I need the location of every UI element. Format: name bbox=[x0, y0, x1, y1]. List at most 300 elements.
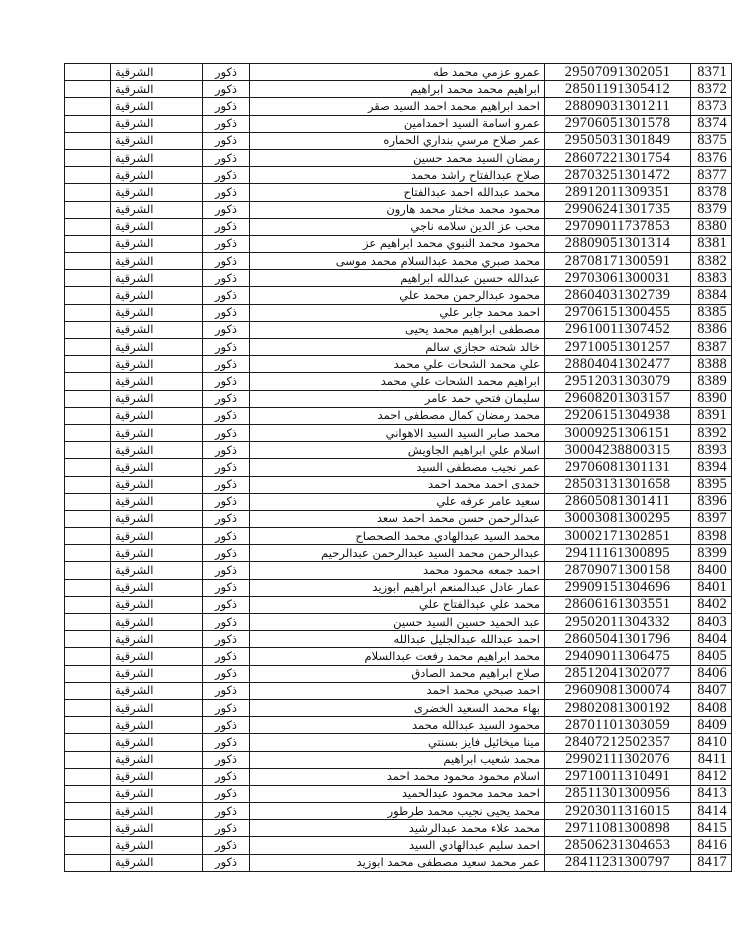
table-row bbox=[65, 631, 732, 648]
name-cell: عبد الحميد حسين السيد حسين bbox=[250, 614, 545, 631]
national-id-cell: 29706051301578 bbox=[545, 115, 691, 132]
national-id-cell: 28607221301754 bbox=[545, 149, 691, 166]
gender-cell: ذكور bbox=[203, 64, 250, 81]
table-row bbox=[65, 235, 732, 252]
national-id-cell: 28411231300797 bbox=[545, 854, 691, 871]
gender-cell: ذكور bbox=[203, 167, 250, 184]
empty-cell bbox=[65, 528, 111, 545]
governorate-cell: الشرقية bbox=[111, 356, 203, 373]
gender-cell: ذكور bbox=[203, 820, 250, 837]
empty-cell bbox=[65, 201, 111, 218]
table-row bbox=[65, 253, 732, 270]
table-row bbox=[65, 699, 732, 716]
gender-cell: ذكور bbox=[203, 442, 250, 459]
empty-cell bbox=[65, 785, 111, 802]
name-cell: محمد صبري محمد عبدالسلام محمد موسى bbox=[250, 253, 545, 270]
national-id-cell: 29706081301131 bbox=[545, 459, 691, 476]
name-cell: سعيد عامر عرفه علي bbox=[250, 493, 545, 510]
serial-number-cell: 8398 bbox=[691, 528, 732, 545]
governorate-cell: الشرقية bbox=[111, 734, 203, 751]
gender-cell: ذكور bbox=[203, 614, 250, 631]
serial-number-cell: 8384 bbox=[691, 287, 732, 304]
governorate-cell: الشرقية bbox=[111, 253, 203, 270]
national-id-cell: 29711081300898 bbox=[545, 820, 691, 837]
governorate-cell: الشرقية bbox=[111, 545, 203, 562]
serial-number-cell: 8372 bbox=[691, 81, 732, 98]
governorate-cell: الشرقية bbox=[111, 596, 203, 613]
governorate-cell: الشرقية bbox=[111, 287, 203, 304]
gender-cell: ذكور bbox=[203, 132, 250, 149]
national-id-cell: 28511301300956 bbox=[545, 785, 691, 802]
serial-number-cell: 8392 bbox=[691, 424, 732, 441]
name-cell: صلاح عبدالفتاح راشد محمد bbox=[250, 167, 545, 184]
serial-number-cell: 8383 bbox=[691, 270, 732, 287]
name-cell: عبدالرحمن محمد السيد عبدالرحمن عبدالرحيم bbox=[250, 545, 545, 562]
governorate-cell: الشرقية bbox=[111, 149, 203, 166]
governorate-cell: الشرقية bbox=[111, 768, 203, 785]
governorate-cell: الشرقية bbox=[111, 785, 203, 802]
empty-cell bbox=[65, 64, 111, 81]
name-cell: عمار عادل عبدالمنعم ابراهيم ابوزيد bbox=[250, 579, 545, 596]
serial-number-cell: 8416 bbox=[691, 837, 732, 854]
national-id-cell: 28809031301211 bbox=[545, 98, 691, 115]
gender-cell: ذكور bbox=[203, 734, 250, 751]
empty-cell bbox=[65, 339, 111, 356]
empty-cell bbox=[65, 407, 111, 424]
name-cell: عمر محمد سعيد مصطفى محمد ابوزيد bbox=[250, 854, 545, 871]
serial-number-cell: 8377 bbox=[691, 167, 732, 184]
name-cell: احمد سليم عبدالهادي السيد bbox=[250, 837, 545, 854]
empty-cell bbox=[65, 734, 111, 751]
governorate-cell: الشرقية bbox=[111, 562, 203, 579]
empty-cell bbox=[65, 321, 111, 338]
governorate-cell: الشرقية bbox=[111, 614, 203, 631]
national-id-cell: 28804041302477 bbox=[545, 356, 691, 373]
empty-cell bbox=[65, 304, 111, 321]
national-id-cell: 29608201303157 bbox=[545, 390, 691, 407]
national-id-cell: 29206151304938 bbox=[545, 407, 691, 424]
name-cell: محب عز الدين سلامه ناجي bbox=[250, 218, 545, 235]
governorate-cell: الشرقية bbox=[111, 235, 203, 252]
name-cell: محمد علاء محمد عبدالرشيد bbox=[250, 820, 545, 837]
empty-cell bbox=[65, 820, 111, 837]
national-id-cell: 29706151300455 bbox=[545, 304, 691, 321]
national-id-cell: 30004238800315 bbox=[545, 442, 691, 459]
gender-cell: ذكور bbox=[203, 115, 250, 132]
national-id-cell: 30003081300295 bbox=[545, 510, 691, 527]
table-row bbox=[65, 201, 732, 218]
gender-cell: ذكور bbox=[203, 717, 250, 734]
governorate-cell: الشرقية bbox=[111, 64, 203, 81]
serial-number-cell: 8402 bbox=[691, 596, 732, 613]
gender-cell: ذكور bbox=[203, 218, 250, 235]
national-id-cell: 29906241301735 bbox=[545, 201, 691, 218]
national-id-cell: 29902111302076 bbox=[545, 751, 691, 768]
serial-number-cell: 8401 bbox=[691, 579, 732, 596]
governorate-cell: الشرقية bbox=[111, 717, 203, 734]
governorate-cell: الشرقية bbox=[111, 201, 203, 218]
gender-cell: ذكور bbox=[203, 287, 250, 304]
gender-cell: ذكور bbox=[203, 201, 250, 218]
serial-number-cell: 8403 bbox=[691, 614, 732, 631]
name-cell: محمود السيد عبدالله محمد bbox=[250, 717, 545, 734]
name-cell: احمد صبحي محمد احمد bbox=[250, 682, 545, 699]
serial-number-cell: 8415 bbox=[691, 820, 732, 837]
gender-cell: ذكور bbox=[203, 98, 250, 115]
name-cell: صلاح ابراهيم محمد الصادق bbox=[250, 665, 545, 682]
gender-cell: ذكور bbox=[203, 785, 250, 802]
name-cell: محمد شعيب ابراهيم bbox=[250, 751, 545, 768]
national-id-cell: 28709071300158 bbox=[545, 562, 691, 579]
name-cell: عبدالله حسين عبدالله ابراهيم bbox=[250, 270, 545, 287]
national-id-cell: 28708171300591 bbox=[545, 253, 691, 270]
table-row bbox=[65, 751, 732, 768]
serial-number-cell: 8390 bbox=[691, 390, 732, 407]
national-id-cell: 29710051301257 bbox=[545, 339, 691, 356]
governorate-cell: الشرقية bbox=[111, 424, 203, 441]
serial-number-cell: 8374 bbox=[691, 115, 732, 132]
empty-cell bbox=[65, 167, 111, 184]
name-cell: محمود محمد مختار محمد هارون bbox=[250, 201, 545, 218]
national-id-cell: 29505031301849 bbox=[545, 132, 691, 149]
governorate-cell: الشرقية bbox=[111, 115, 203, 132]
empty-cell bbox=[65, 510, 111, 527]
table-row bbox=[65, 390, 732, 407]
gender-cell: ذكور bbox=[203, 407, 250, 424]
gender-cell: ذكور bbox=[203, 459, 250, 476]
national-id-cell: 28605041301796 bbox=[545, 631, 691, 648]
name-cell: محمد السيد عبدالهادي محمد الصحصاح bbox=[250, 528, 545, 545]
serial-number-cell: 8386 bbox=[691, 321, 732, 338]
national-id-cell: 30002171302851 bbox=[545, 528, 691, 545]
gender-cell: ذكور bbox=[203, 837, 250, 854]
empty-cell bbox=[65, 459, 111, 476]
gender-cell: ذكور bbox=[203, 321, 250, 338]
national-id-cell: 28912011309351 bbox=[545, 184, 691, 201]
serial-number-cell: 8407 bbox=[691, 682, 732, 699]
national-id-cell: 30009251306151 bbox=[545, 424, 691, 441]
name-cell: عمر صلاح مرسي بنداري الحماره bbox=[250, 132, 545, 149]
table-row bbox=[65, 184, 732, 201]
governorate-cell: الشرقية bbox=[111, 837, 203, 854]
empty-cell bbox=[65, 81, 111, 98]
table-row bbox=[65, 459, 732, 476]
empty-cell bbox=[65, 682, 111, 699]
empty-cell bbox=[65, 442, 111, 459]
table-row bbox=[65, 373, 732, 390]
governorate-cell: الشرقية bbox=[111, 820, 203, 837]
name-cell: عمر نجيب مصطفى السيد bbox=[250, 459, 545, 476]
table-row bbox=[65, 820, 732, 837]
empty-cell bbox=[65, 218, 111, 235]
table-row bbox=[65, 528, 732, 545]
national-id-cell: 29802081300192 bbox=[545, 699, 691, 716]
serial-number-cell: 8417 bbox=[691, 854, 732, 871]
governorate-cell: الشرقية bbox=[111, 631, 203, 648]
gender-cell: ذكور bbox=[203, 648, 250, 665]
empty-cell bbox=[65, 149, 111, 166]
empty-cell bbox=[65, 356, 111, 373]
national-id-cell: 29909151304696 bbox=[545, 579, 691, 596]
gender-cell: ذكور bbox=[203, 493, 250, 510]
gender-cell: ذكور bbox=[203, 682, 250, 699]
empty-cell bbox=[65, 115, 111, 132]
national-id-cell: 28703251301472 bbox=[545, 167, 691, 184]
national-id-cell: 28605081301411 bbox=[545, 493, 691, 510]
name-cell: حمدى احمد محمد احمد bbox=[250, 476, 545, 493]
serial-number-cell: 8413 bbox=[691, 785, 732, 802]
empty-cell bbox=[65, 717, 111, 734]
serial-number-cell: 8411 bbox=[691, 751, 732, 768]
serial-number-cell: 8394 bbox=[691, 459, 732, 476]
name-cell: عمرو عزمي محمد طه bbox=[250, 64, 545, 81]
gender-cell: ذكور bbox=[203, 545, 250, 562]
national-id-cell: 29203011316015 bbox=[545, 803, 691, 820]
serial-number-cell: 8412 bbox=[691, 768, 732, 785]
governorate-cell: الشرقية bbox=[111, 751, 203, 768]
empty-cell bbox=[65, 803, 111, 820]
national-id-cell: 28503131301658 bbox=[545, 476, 691, 493]
national-id-cell: 29610011307452 bbox=[545, 321, 691, 338]
governorate-cell: الشرقية bbox=[111, 665, 203, 682]
national-id-cell: 29502011304332 bbox=[545, 614, 691, 631]
empty-cell bbox=[65, 545, 111, 562]
governorate-cell: الشرقية bbox=[111, 510, 203, 527]
name-cell: محمود عبدالرحمن محمد علي bbox=[250, 287, 545, 304]
national-id-cell: 28501191305412 bbox=[545, 81, 691, 98]
name-cell: محمد رمضان كمال مصطفى احمد bbox=[250, 407, 545, 424]
national-id-cell: 29512031303079 bbox=[545, 373, 691, 390]
gender-cell: ذكور bbox=[203, 270, 250, 287]
serial-number-cell: 8406 bbox=[691, 665, 732, 682]
governorate-cell: الشرقية bbox=[111, 81, 203, 98]
name-cell: احمد محمد جابر علي bbox=[250, 304, 545, 321]
empty-cell bbox=[65, 98, 111, 115]
name-cell: محمد عبدالله احمد عبدالفتاح bbox=[250, 184, 545, 201]
table-row bbox=[65, 270, 732, 287]
national-id-cell: 29710011310491 bbox=[545, 768, 691, 785]
empty-cell bbox=[65, 235, 111, 252]
name-cell: علي محمد الشحات علي محمد bbox=[250, 356, 545, 373]
governorate-cell: الشرقية bbox=[111, 528, 203, 545]
governorate-cell: الشرقية bbox=[111, 648, 203, 665]
national-id-cell: 28606161303551 bbox=[545, 596, 691, 613]
gender-cell: ذكور bbox=[203, 562, 250, 579]
serial-number-cell: 8404 bbox=[691, 631, 732, 648]
national-id-cell: 28604031302739 bbox=[545, 287, 691, 304]
serial-number-cell: 8373 bbox=[691, 98, 732, 115]
empty-cell bbox=[65, 631, 111, 648]
table-row bbox=[65, 442, 732, 459]
serial-number-cell: 8371 bbox=[691, 64, 732, 81]
governorate-cell: الشرقية bbox=[111, 304, 203, 321]
serial-number-cell: 8397 bbox=[691, 510, 732, 527]
governorate-cell: الشرقية bbox=[111, 459, 203, 476]
national-id-cell: 28506231304653 bbox=[545, 837, 691, 854]
national-id-cell: 28407212502357 bbox=[545, 734, 691, 751]
gender-cell: ذكور bbox=[203, 304, 250, 321]
serial-number-cell: 8395 bbox=[691, 476, 732, 493]
name-cell: عبدالرحمن حسن محمد احمد سعد bbox=[250, 510, 545, 527]
empty-cell bbox=[65, 373, 111, 390]
national-id-cell: 29409011306475 bbox=[545, 648, 691, 665]
gender-cell: ذكور bbox=[203, 184, 250, 201]
serial-number-cell: 8379 bbox=[691, 201, 732, 218]
serial-number-cell: 8388 bbox=[691, 356, 732, 373]
name-cell: محمد ابراهيم محمد رفعت عبدالسلام bbox=[250, 648, 545, 665]
empty-cell bbox=[65, 596, 111, 613]
national-id-cell: 29411161300895 bbox=[545, 545, 691, 562]
roster-table bbox=[64, 63, 732, 872]
gender-cell: ذكور bbox=[203, 390, 250, 407]
serial-number-cell: 8405 bbox=[691, 648, 732, 665]
table-row bbox=[65, 493, 732, 510]
serial-number-cell: 8399 bbox=[691, 545, 732, 562]
governorate-cell: الشرقية bbox=[111, 270, 203, 287]
serial-number-cell: 8414 bbox=[691, 803, 732, 820]
gender-cell: ذكور bbox=[203, 81, 250, 98]
gender-cell: ذكور bbox=[203, 356, 250, 373]
name-cell: خالد شحته حجازي سالم bbox=[250, 339, 545, 356]
name-cell: اسلام محمود محمود محمد احمد bbox=[250, 768, 545, 785]
table-row bbox=[65, 717, 732, 734]
gender-cell: ذكور bbox=[203, 596, 250, 613]
empty-cell bbox=[65, 493, 111, 510]
governorate-cell: الشرقية bbox=[111, 699, 203, 716]
governorate-cell: الشرقية bbox=[111, 339, 203, 356]
gender-cell: ذكور bbox=[203, 424, 250, 441]
governorate-cell: الشرقية bbox=[111, 373, 203, 390]
governorate-cell: الشرقية bbox=[111, 184, 203, 201]
empty-cell bbox=[65, 390, 111, 407]
serial-number-cell: 8391 bbox=[691, 407, 732, 424]
governorate-cell: الشرقية bbox=[111, 803, 203, 820]
table-row bbox=[65, 218, 732, 235]
name-cell: احمد جمعه محمود محمد bbox=[250, 562, 545, 579]
empty-cell bbox=[65, 132, 111, 149]
national-id-cell: 28512041302077 bbox=[545, 665, 691, 682]
empty-cell bbox=[65, 476, 111, 493]
table-row bbox=[65, 545, 732, 562]
table-row bbox=[65, 98, 732, 115]
table-row bbox=[65, 803, 732, 820]
table-row bbox=[65, 149, 732, 166]
name-cell: محمد علي عبدالفتاح علي bbox=[250, 596, 545, 613]
name-cell: محمد يحيى نجيب محمد طرطور bbox=[250, 803, 545, 820]
serial-number-cell: 8408 bbox=[691, 699, 732, 716]
table-row bbox=[65, 304, 732, 321]
empty-cell bbox=[65, 253, 111, 270]
gender-cell: ذكور bbox=[203, 373, 250, 390]
serial-number-cell: 8376 bbox=[691, 149, 732, 166]
table-row bbox=[65, 665, 732, 682]
table-row bbox=[65, 115, 732, 132]
name-cell: مصطفى ابراهيم محمد يحيى bbox=[250, 321, 545, 338]
national-id-cell: 28809051301314 bbox=[545, 235, 691, 252]
serial-number-cell: 8385 bbox=[691, 304, 732, 321]
empty-cell bbox=[65, 579, 111, 596]
gender-cell: ذكور bbox=[203, 339, 250, 356]
governorate-cell: الشرقية bbox=[111, 218, 203, 235]
name-cell: ابراهيم محمد الشحات علي محمد bbox=[250, 373, 545, 390]
gender-cell: ذكور bbox=[203, 579, 250, 596]
serial-number-cell: 8381 bbox=[691, 235, 732, 252]
gender-cell: ذكور bbox=[203, 665, 250, 682]
gender-cell: ذكور bbox=[203, 149, 250, 166]
serial-number-cell: 8378 bbox=[691, 184, 732, 201]
name-cell: اسلام علي ابراهيم الجاويش bbox=[250, 442, 545, 459]
empty-cell bbox=[65, 287, 111, 304]
gender-cell: ذكور bbox=[203, 528, 250, 545]
empty-cell bbox=[65, 699, 111, 716]
table-row bbox=[65, 64, 732, 81]
name-cell: ابراهيم محمد محمد ابراهيم bbox=[250, 81, 545, 98]
table-row bbox=[65, 562, 732, 579]
name-cell: بهاء محمد السعيد الخضرى bbox=[250, 699, 545, 716]
gender-cell: ذكور bbox=[203, 803, 250, 820]
gender-cell: ذكور bbox=[203, 476, 250, 493]
serial-number-cell: 8409 bbox=[691, 717, 732, 734]
empty-cell bbox=[65, 665, 111, 682]
table-row bbox=[65, 81, 732, 98]
name-cell: مينا ميخائيل فايز بسنتي bbox=[250, 734, 545, 751]
national-id-cell: 29507091302051 bbox=[545, 64, 691, 81]
gender-cell: ذكور bbox=[203, 510, 250, 527]
table-row bbox=[65, 768, 732, 785]
governorate-cell: الشرقية bbox=[111, 321, 203, 338]
table-row bbox=[65, 287, 732, 304]
table-row bbox=[65, 648, 732, 665]
empty-cell bbox=[65, 768, 111, 785]
table-row bbox=[65, 476, 732, 493]
table-row bbox=[65, 837, 732, 854]
name-cell: محمد صابر السيد السيد الاهواني bbox=[250, 424, 545, 441]
governorate-cell: الشرقية bbox=[111, 132, 203, 149]
governorate-cell: الشرقية bbox=[111, 167, 203, 184]
serial-number-cell: 8380 bbox=[691, 218, 732, 235]
governorate-cell: الشرقية bbox=[111, 579, 203, 596]
governorate-cell: الشرقية bbox=[111, 493, 203, 510]
gender-cell: ذكور bbox=[203, 253, 250, 270]
national-id-cell: 29709011737853 bbox=[545, 218, 691, 235]
table-row bbox=[65, 167, 732, 184]
table-row bbox=[65, 407, 732, 424]
name-cell: احمد ابراهيم محمد احمد السيد صقر bbox=[250, 98, 545, 115]
roster-rows bbox=[65, 64, 732, 872]
table-row bbox=[65, 510, 732, 527]
empty-cell bbox=[65, 614, 111, 631]
table-row bbox=[65, 356, 732, 373]
serial-number-cell: 8396 bbox=[691, 493, 732, 510]
national-id-cell: 28701101303059 bbox=[545, 717, 691, 734]
gender-cell: ذكور bbox=[203, 768, 250, 785]
governorate-cell: الشرقية bbox=[111, 682, 203, 699]
gender-cell: ذكور bbox=[203, 854, 250, 871]
gender-cell: ذكور bbox=[203, 235, 250, 252]
table-row bbox=[65, 424, 732, 441]
name-cell: عمرو اسامة السيد احمدامين bbox=[250, 115, 545, 132]
table-row bbox=[65, 734, 732, 751]
empty-cell bbox=[65, 751, 111, 768]
name-cell: احمد عبدالله عبدالجليل عبدالله bbox=[250, 631, 545, 648]
serial-number-cell: 8410 bbox=[691, 734, 732, 751]
serial-number-cell: 8400 bbox=[691, 562, 732, 579]
table-row bbox=[65, 682, 732, 699]
empty-cell bbox=[65, 270, 111, 287]
national-id-cell: 29609081300074 bbox=[545, 682, 691, 699]
governorate-cell: الشرقية bbox=[111, 442, 203, 459]
governorate-cell: الشرقية bbox=[111, 390, 203, 407]
